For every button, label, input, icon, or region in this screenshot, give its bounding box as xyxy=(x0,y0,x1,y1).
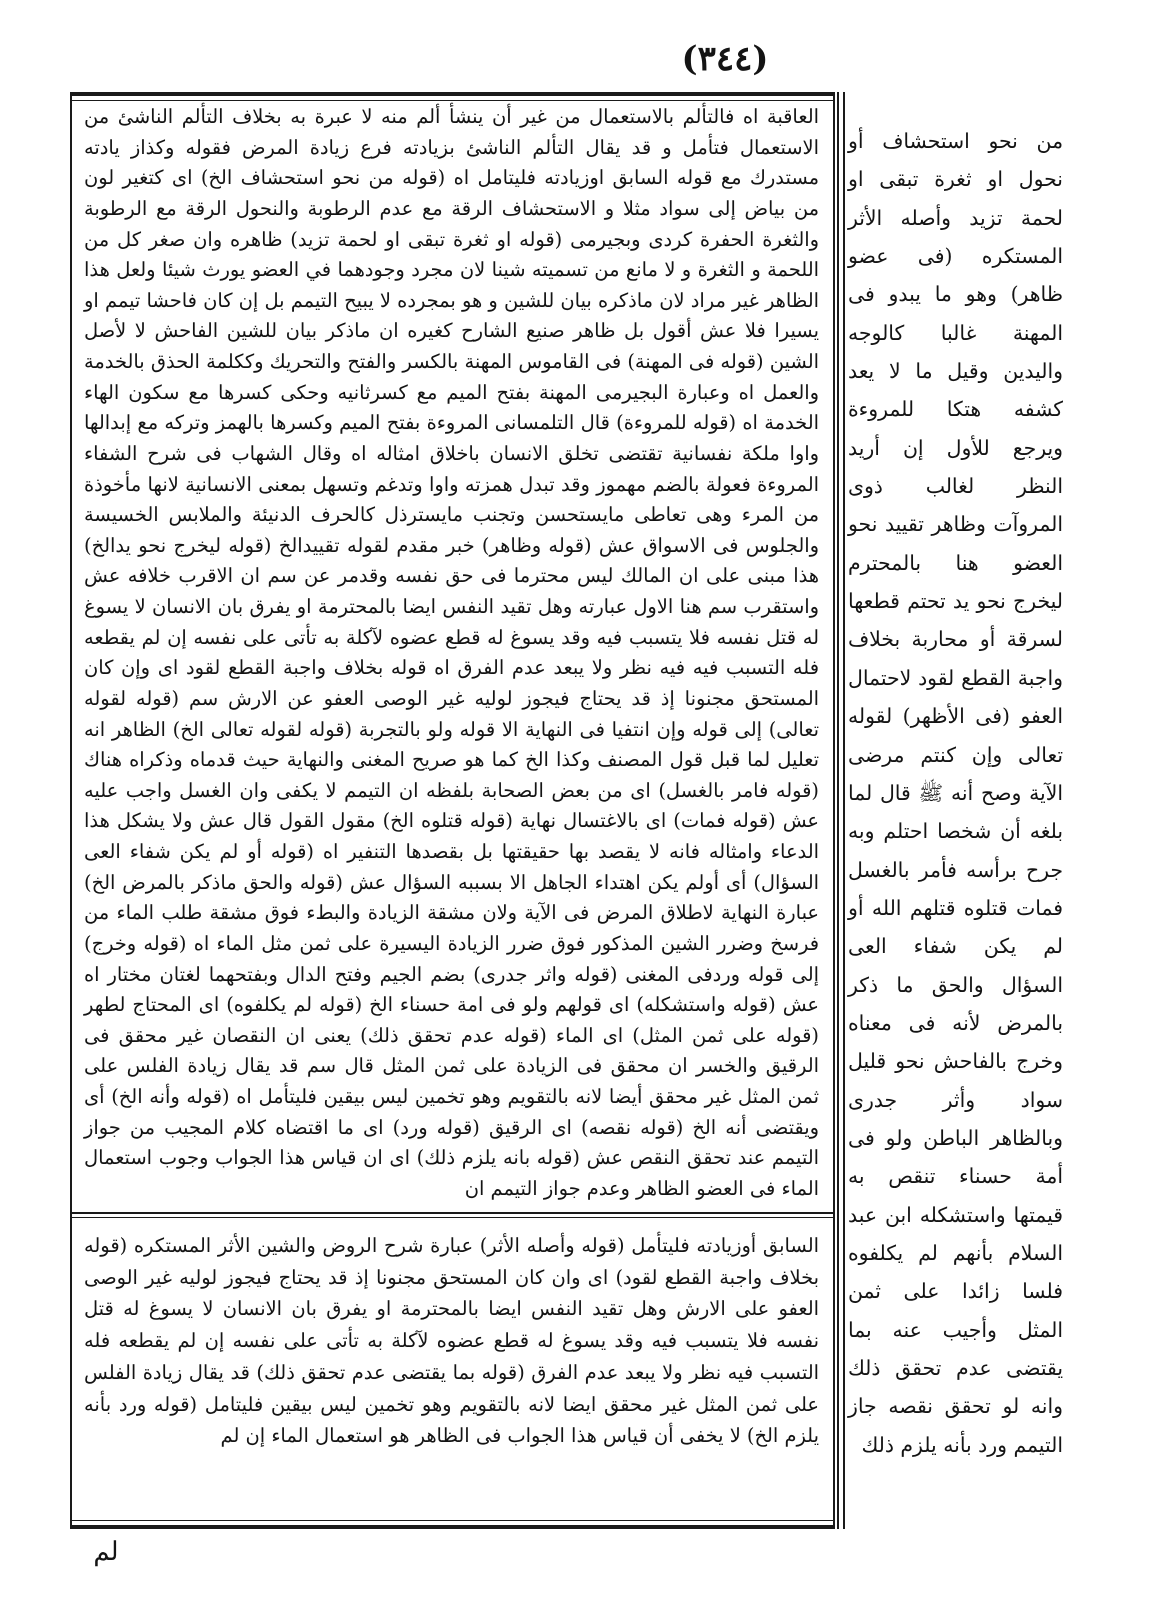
main-text-column: من نحو استحشاف أو نحول او ثغرة تبقى او لحمة تزيد وأصله الأثر المستكره (فى عضو ظاهر) وهو ما يبدو فى المهنة غالبا كالوجه واليدين وقيل ما لا يعد كشفه هتكا للمروءة ويرجع للأول إن أريد النظر لغالب ذوى المروآت وظاهر تقييد نحو العضو هنا بالمحترم ليخرج نحو يد تحتم قطعها لسرقة أو محاربة بخلاف واجبة القطع لقود لاحتمال العفو (فى الأظهر) لقوله تعالى وإن كنتم مرضى الآية وصح أنه ﷺ قال لما بلغه أن شخصا احتلم وبه جرح برأسه فأمر بالغسل فمات قتلوه قتلهم الله أو لم يكن شفاء العى السؤال والحق ما ذكر بالمرض لأنه فى معناه وخرج بالفاحش نحو قليل سواد وأثر جدرى وبالظاهر الباطن ولو فى أمة حسناء تنقص به قيمتها واستشكله ابن عبد السلام بأنهم لم يكلفوه فلسا زائدا على ثمن المثل وأجيب عنه بما يقتضى عدم تحقق ذلك وانه لو تحقق نقصه جاز التيمم ورد بأنه يلزم ذلك xyxy=(848,129,1063,1457)
column-rule xyxy=(837,92,845,1529)
catchword: لم xyxy=(93,1537,119,1567)
page-number: (٣٤٤) xyxy=(681,39,769,79)
commentary-divider xyxy=(70,1212,835,1218)
commentary-upper: العاقبة اه فالتألم بالاستعمال من غير أن ينشأ ألم منه لا عبرة به بخلاف التألم الناشئ من الاستعمال فتأمل و قد يقال التألم الناشئ بزيادته فرع زيادة المرض فقوله وكذاز يادته مستدرك مع قوله السابق اوزيادته فليتامل اه (قوله من نحو استحشاف الخ) اى كتغير لون من بياض إلى سواد مثلا و الاستحشاف الرقة مع عدم الرطوبة والنحول الرقة مع الرطوبة والثغرة الحفرة كردى وبجيرمى (قوله او ثغرة تبقى او لحمة تزيد) ظاهره وان صغر كل من اللحمة و الثغرة و لا مانع من تسميته شينا لان مجرد وجودهما في العضو يورث شيئا ولعل هذا الظاهر غير مراد لان ماذكره بيان للشين و هو بمجرده لا يبيح التيمم بل إن كان فاحشا تيمم او يسيرا فلا عش أقول بل ظاهر صنيع الشارح كغيره ان ماذكر بيان للشين الفاحش لا لأصل الشين (قوله فى المهنة) فى القاموس المهنة بالكسر والفتح والتحريك وككلمة الحذق بالخدمة والعمل اه وعبارة البجيرمى المهنة بفتح الميم مع كسرثانيه وحكى كسرها مع سكون الهاء الخدمة اه (قوله للمروءة) قال التلمسانى المروءة بفتح الميم وكسرها بالهمز وتركه مع إبدالها واوا ملكة نفسانية تقتضى تخلق الانسان باخلاق امثاله اه وقال الشهاب فى شرح الشفاء المروءة فعولة بالضم مهموز وقد تبدل همزته واوا وتدغم وتسهل بمعنى الانسانية لانها مأخوذة من المرء وهى تعاطى مايستحسن وتجنب مايسترذل كالحرف الدنيئة والملابس الخسيسة والجلوس فى الاسواق عش (قوله وظاهر) خبر مقدم لقوله تقييدالخ (قوله ليخرج نحو يدالخ) هذا مبنى على ان المالك ليس محترما فى حق نفسه وقدمر عن سم ان الاقرب خلافه عش واستقرب سم هنا الاول عبارته وهل تقيد النفس ايضا بالمحترمة او يفرق بان الانسان لا يسوغ له قتل نفسه فلا يتسبب فيه وقد يسوغ له قطع عضوه لآكلة به تأتى على نفسه إن لم يقطعه فله التسبب فيه فيه نظر ولا يبعد عدم الفرق اه قوله بخلاف واجبة القطع لقود اى وإن كان المستحق مجنونا إذ قد يحتاج فيجوز لوليه غير الوصى العفو عن الارش سم (قوله لقوله تعالى) إلى قوله وإن انتفيا فى النهاية الا قوله ولو بالتجربة (قوله لقوله تعالى الخ) الظاهر انه تعليل لما قبل قول المصنف وكذا الخ كما هو صريح المغنى والنهاية حيث قدماه وذكراه هناك (قوله فامر بالغسل) اى من بعض الصحابة بلفظه ان التيمم لا يكفى وان الغسل واجب عليه عش (قوله فمات) اى بالاغتسال نهاية (قوله قتلوه الخ) مقول القول قال عش ولا يشكل هذا الدعاء وامثاله فانه لا يقصد بها حقيقتها بل بقصدها التنفير اه (قوله أو لم يكن شفاء العى السؤال) أى أولم يكن اهتداء الجاهل الا بسببه السؤال عش (قوله والحق ماذكر بالمرض الخ) عبارة النهاية لاطلاق المرض فى الآية ولان مشقة الزيادة والبطء فوق مشقة طلب الماء من فرسخ وضرر الشين المذكور فوق ضرر الزيادة اليسيرة على ثمن مثل الماء اه (قوله وخرج) إلى قوله وردفى المغنى (قوله واثر جدرى) بضم الجيم وفتح الدال وبفتحهما لغتان مختار اه عش (قوله واستشكله) اى قولهم ولو فى امة حسناء الخ (قوله لم يكلفوه) اى المحتاج لطهر (قوله على ثمن المثل) اى الماء (قوله عدم تحقق ذلك) يعنى ان النقصان غير محقق فى الرقيق والخسر ان محقق فى الزيادة على ثمن المثل قال سم قد يقال زيادة الفلس على ثمن المثل غير محقق أيضا لانه بالتقويم وهو تخمين ليس بيقين فليتأمل اه (قوله وأنه الخ) أى ويقتضى أنه الخ (قوله نقصه) اى الرقيق (قوله ورد) اى ما اقتضاه كلام المجيب من جواز التيمم عند تحقق النقص عش (قوله بانه يلزم ذلك) اى ان قياس هذا الجواب وجوب استعمال الماء فى العضو الظاهر وعدم جواز التيمم ان xyxy=(84,105,819,1200)
commentary-lower: السابق أوزيادته فليتأمل (قوله وأصله الأثر) عبارة شرح الروض والشين الأثر المستكره (قوله بخلاف واجبة القطع لقود) اى وان كان المستحق مجنونا إذ قد يحتاج فيجوز لوليه غير الوصى العفو على الارش وهل تقيد النفس ايضا بالمحترمة او يفرق بان الانسان لا يسوغ له قتل نفسه فلا يتسبب فيه وقد يسوغ له قطع عضوه لآكلة به تأتى على نفسه إن لم يقطعه فله التسبب فيه نظر ولا يبعد عدم الفرق (قوله بما يقتضى عدم تحقق ذلك) قد يقال زيادة الفلس على ثمن المثل غير محقق ايضا لانه بالتقويم وهو تخمين ليس بيقين فليتامل (قوله ورد بأنه يلزم الخ) لا يخفى أن قياس هذا الجواب فى الظاهر هو استعمال الماء إن لم xyxy=(84,1234,819,1448)
